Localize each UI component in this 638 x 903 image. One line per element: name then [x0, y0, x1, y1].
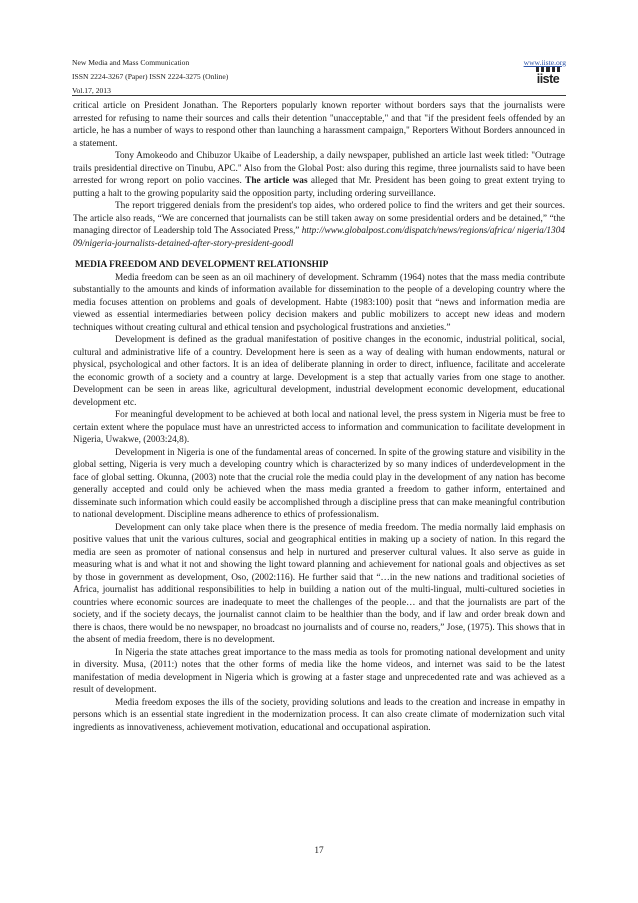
paragraph: critical article on President Jonathan. The Reporters popularly known reporter without borders says that the journalists were arrested for refusing to name their sources and calls their detention "unacceptable," and that "if the president feels offended by an article, he has a number of ways to respond other than launching a harassment campaign," Reporters Without Borders announced in a statement.	[73, 101, 565, 149]
volume-line: Vol.17, 2013	[72, 86, 111, 95]
section-heading: MEDIA FREEDOM AND DEVELOPMENT RELATIONSHIP	[75, 260, 329, 270]
paragraph-text: Tony Amokeodo and Chibuzor Ukaibe of Leadership, a daily newspaper, published an article last week titled: "Outrage trails presidential directive on Tinubu, APC." Also from the Global Post: also during this regime, three journalists said to have been arrested for wrong report on polio vaccines.	[73, 151, 565, 186]
bold-phrase: The article was	[245, 176, 308, 186]
source-url-link[interactable]: http://www.globalpost.com/dispatch/news/regions/africa/ nigeria/130409/nigeria-journalists-detained-after-story-president-goodl	[73, 226, 565, 249]
issn-line: ISSN 2224-3267 (Paper) ISSN 2224-3275 (Online)	[72, 72, 229, 81]
paragraph: Media freedom can be seen as an oil machinery of development. Schramm (1964) notes that the mass media contribute substantially to the amounts and kinds of information available for dissemination to the people of a developing country where the media focuses attention on problems and goals of development. Habte (1983:100) posit that “news and information media are viewed as essential intermediaries between policy decision makers and public mobilizers to accept new ideas and modern techniques without creating cultural and ethical tension and psychological frustrations and anxieties.”	[73, 272, 565, 333]
paragraph: For meaningful development to be achieved at both local and national level, the press system in Nigeria must be free to certain extent where the populace must have an unrestricted access to information and communication to facilitate development in Nigeria, Uwakwe, (2003:24,8).	[73, 410, 565, 445]
page-number: 17	[314, 846, 324, 856]
journal-name: New Media and Mass Communication	[72, 58, 190, 67]
paragraph: Media freedom exposes the ills of the society, providing solutions and leads to the creation and increase in empathy in persons which is an essential state ingredient in the modernization process. It can also create climate of modernization such vital ingredients as innovativeness, achievement motivation, educational and occupational aspiration.	[73, 697, 565, 733]
paragraph: Development in Nigeria is one of the fundamental areas of concerned. In spite of the growing stature and visibility in the global setting, Nigeria is very much a developing country which is characterized by so many indices of underdevelopment in the face of global setting. Okunna, (2003) note that the crucial role the media could play in the development of any nation has become generally accepted and could only be achieved when the mass media granted a freedom to gather inform, entertained and disseminate such information which could easily be accomplished through a discipline press that can make meaningful contribution to national development. Discipline means adherence to ethics of professionalism.	[73, 447, 565, 520]
paragraph-text: alleged that Mr. President has been going to great extent trying to putting a halt to the growing popularity said the opposition party, including ordering surveillance.	[73, 176, 566, 199]
header-rule	[72, 95, 566, 96]
journal-website-link[interactable]: www.iiste.org	[523, 58, 566, 67]
paragraph: In Nigeria the state attaches great importance to the mass media as tools for promoting national development and unity in diversity. Musa, (2011:) notes that the other forms of media like the home videos, and internet was said to be the latest manifestation of media development in Nigeria which is growing at a faster stage and unprecedented rate and was achieved as a result of development.	[73, 647, 565, 695]
paragraph: Development is defined as the gradual manifestation of positive changes in the economic, industrial political, social, cultural and administrative life of a country. Development here is seen as a way of dealing with human endowments, natural or physical, psychological and other factors. It is an idea of deliberate planning in order to direct, influence, facilitate and accelerate the economic growth of a society and a country at large. Development is a step that actually varies from one stage to another. Development can be seen in areas like, agricultural development, industrial development economic development, educational development etc.	[73, 335, 565, 408]
paragraph: Development can only take place when there is the presence of media freedom. The media normally laid emphasis on positive values that unit the various cultures, social and geographical entities in making up a society of nation. In this regard the media are seen as promoter of national consensus and help in nurtured and preserver cultural values. It also serve as guide in measuring what is and what it not and showing the light toward planning and achievement for national goals and objectives as set by those in government as development, Oso, (2002:116). He further said that “…in the new nations and traditional societies of Africa, journalist has additional responsibilities to help in building a nation out of the multi-lingual, multi-cultured societies in countries where economic sources are inadequate to meet the challenges of the people… and that the journalists are part of the society, and if the society decays, the journalist cannot claim to be healthier than the body, and if law and order break down and there is chaos, there would be no newspaper, no broadcast no journalists and of course no, readers,” Jose, (1975). This shows that in the absent of media freedom, there is no development.	[73, 522, 565, 645]
article-body	[73, 100, 565, 734]
paragraph	[73, 200, 565, 250]
logo-text: iiste	[536, 72, 560, 86]
paragraph-text: The report triggered denials from the president's top aides, who ordered police to find the writers and get their sources. The article also reads, “We are concerned that journalists can be still taken away on some presidential orders and be detained,” “the managing director of Leadership told The Associated Press,”	[73, 201, 565, 236]
paragraph	[73, 150, 565, 200]
iiste-logo	[534, 67, 562, 89]
